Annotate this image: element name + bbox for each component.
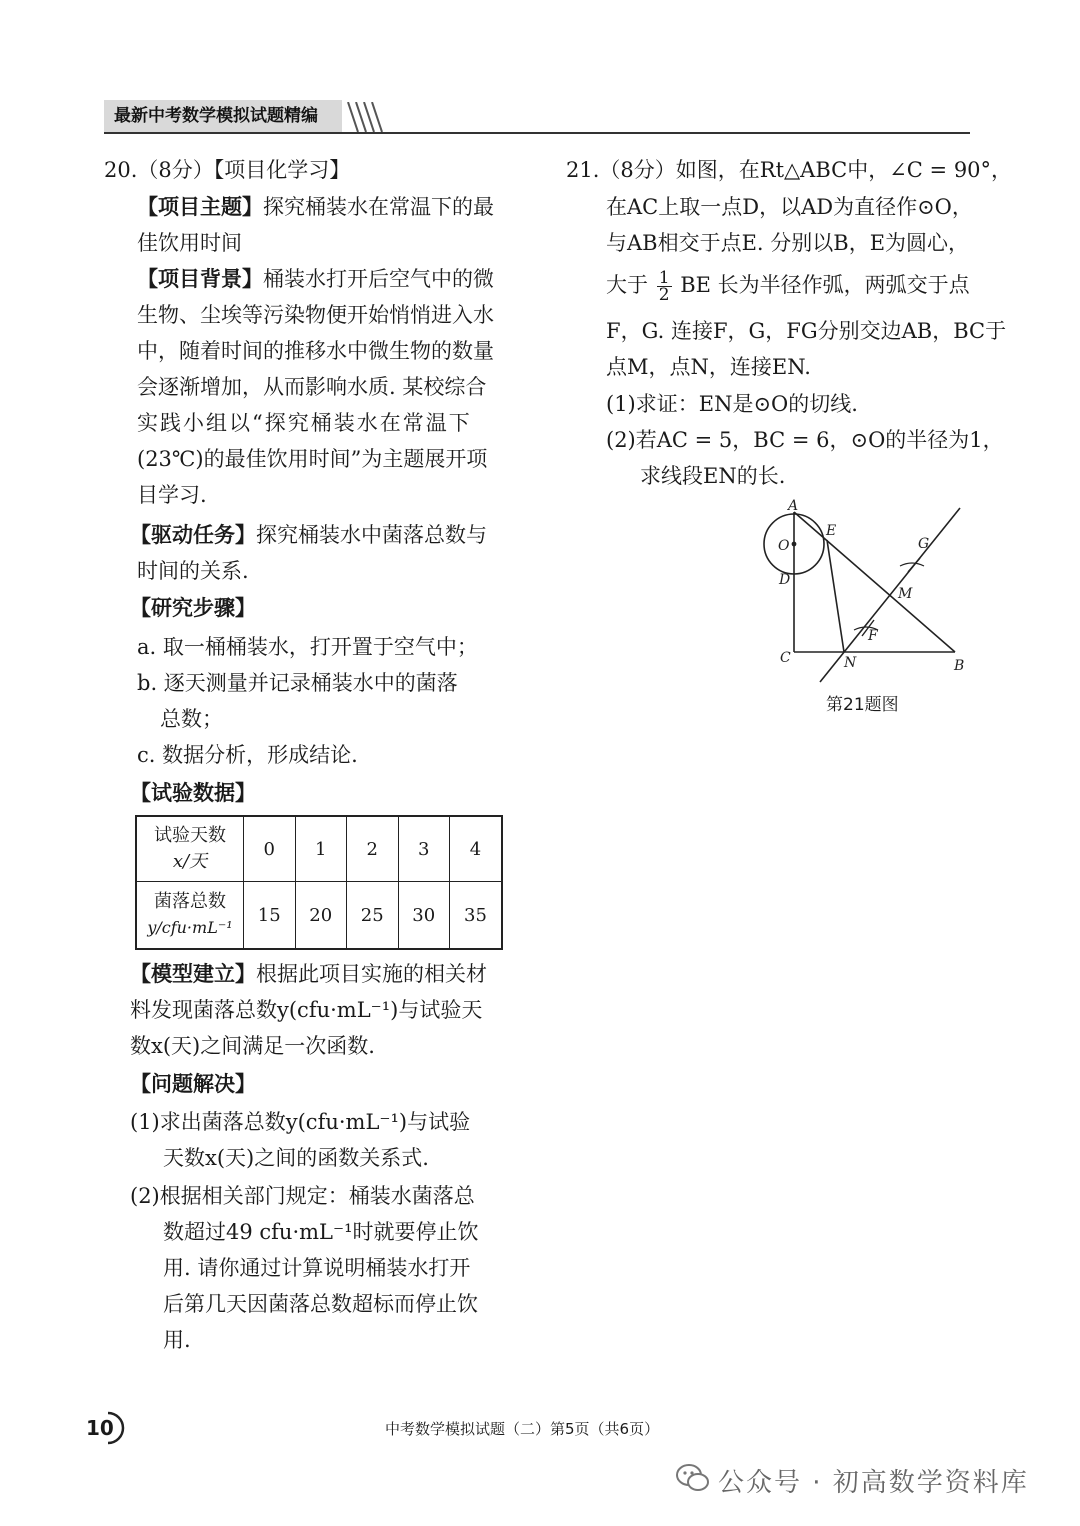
table-cell: 25 xyxy=(347,882,399,950)
table-row xyxy=(136,882,502,950)
q21-line: 与AB相交于点E. 分别以B，E为圆心， xyxy=(606,231,970,255)
section-text: 探究桶装水在常温下的最 xyxy=(263,195,494,219)
q21-title: 21.（8分）如图，在Rt△ABC中，∠C = 90°， xyxy=(566,158,1013,182)
section-label: 【研究步骤】 xyxy=(130,596,256,620)
q21-line: 在AC上取一点D，以AD为直径作⊙O， xyxy=(606,195,973,219)
label-m: M xyxy=(898,586,913,602)
label-n: N xyxy=(844,655,857,671)
table-header-cell xyxy=(136,816,244,882)
q21-line: F，G. 连接F，G，FG分别交边AB，BC于 xyxy=(606,319,1007,343)
section-label: 【问题解决】 xyxy=(130,1072,256,1096)
section-text: 根据此项目实施的相关材 xyxy=(256,962,487,986)
q20-section-heading xyxy=(130,594,256,622)
perpendicular-bisector-fg xyxy=(820,508,960,682)
q21-subquestion: (2)若AC = 5，BC = 6，⊙O的半径为1， xyxy=(606,428,1004,452)
q20-step: a. 取一桶桶装水，打开置于空气中； xyxy=(137,635,478,659)
q21-subquestion: (1)求证：EN是⊙O的切线. xyxy=(606,392,858,416)
label-g: G xyxy=(918,536,930,552)
arc-mark-g xyxy=(908,558,920,572)
section-label: 【驱动任务】 xyxy=(130,523,256,547)
table-row xyxy=(136,816,502,882)
center-o-dot xyxy=(792,542,797,547)
section-text: 桶装水打开后空气中的微 xyxy=(263,267,494,291)
section-label: 【模型建立】 xyxy=(130,962,256,986)
watermark-text: 公众号 · 初高数学资料库 xyxy=(718,1468,1029,1498)
q20-line: 数x(天)之间满足一次函数. xyxy=(130,1034,375,1058)
segment-en xyxy=(827,540,844,652)
q21-text: 大于 xyxy=(606,273,648,297)
q20-subquestion: (1)求出菌落总数y(cfu·mL⁻¹)与试验 xyxy=(130,1110,471,1134)
q20-line xyxy=(137,265,494,293)
q20-title: 20.（8分）【项目化学习】 xyxy=(104,158,351,182)
fraction-denominator: 2 xyxy=(658,285,670,305)
q20-line: (23℃)的最佳饮用时间”为主题展开项 xyxy=(137,447,488,471)
q20-line: 用. 请你通过计算说明桶装水打开 xyxy=(163,1256,471,1280)
section-text: 探究桶装水中菌落总数与 xyxy=(256,523,487,547)
q20-line xyxy=(137,193,494,221)
label-e: E xyxy=(826,523,837,539)
table-cell: 0 xyxy=(244,816,296,882)
q20-line: 数超过49 cfu·mL⁻¹时就要停止饮 xyxy=(163,1220,479,1244)
table-cell: 35 xyxy=(450,882,503,950)
q21-line: 点M，点N，连接EN. xyxy=(606,355,811,379)
table-cell: 20 xyxy=(295,882,347,950)
q20-line: 料发现菌落总数y(cfu·mL⁻¹)与试验天 xyxy=(130,998,483,1022)
table-header-cell xyxy=(136,882,244,950)
label-c: C xyxy=(780,650,791,666)
table-cell: 3 xyxy=(398,816,450,882)
q21-line: 求线段EN的长. xyxy=(640,464,786,488)
row-label: 菌落总数 xyxy=(154,891,226,912)
q20-step: b. 逐天测量并记录桶装水中的菌落 xyxy=(137,671,458,695)
q20-line: 中，随着时间的推移水中微生物的数量 xyxy=(137,339,494,363)
table-cell: 15 xyxy=(244,882,296,950)
q20-subquestion: (2)根据相关部门规定：桶装水菌落总 xyxy=(130,1184,475,1208)
label-d: D xyxy=(779,572,791,588)
data-table xyxy=(135,815,503,950)
page-number-text: 10 xyxy=(86,1416,114,1440)
footer-caption: 中考数学模拟试题（二）第5页（共6页） xyxy=(385,1420,660,1438)
q20-line: 目学习. xyxy=(137,483,207,507)
header-rule xyxy=(104,132,970,134)
label-o: O xyxy=(778,538,790,554)
table-cell: 2 xyxy=(347,816,399,882)
q21-text: BE 长为半径作弧，两弧交于点 xyxy=(680,273,970,297)
book-title-banner: 最新中考数学模拟试题精编 xyxy=(104,100,342,132)
row-unit: x/天 xyxy=(172,851,208,872)
q20-line: 后第几天因菌落总数超标而停止饮 xyxy=(163,1292,478,1316)
q20-line: 会逐渐增加，从而影响水质. 某校综合 xyxy=(137,375,487,399)
table-cell: 1 xyxy=(295,816,347,882)
section-label: 【试验数据】 xyxy=(130,781,256,805)
q21-line xyxy=(606,270,970,303)
q20-step: 总数； xyxy=(160,707,223,731)
fraction-numerator: 1 xyxy=(658,268,670,288)
q20-step: c. 数据分析，形成结论. xyxy=(137,743,358,767)
wechat-icon xyxy=(676,1463,710,1493)
q20-line: 生物、尘埃等污染物便开始悄悄进入水 xyxy=(137,303,494,327)
q20-line: 实践小组以“探究桶装水在常温下 xyxy=(137,411,472,435)
q20-line: 用. xyxy=(163,1328,191,1352)
q20-line: 佳饮用时间 xyxy=(137,231,242,255)
figure-caption: 第21题图 xyxy=(826,695,899,715)
q20-line xyxy=(130,960,487,988)
label-b: B xyxy=(954,658,965,674)
q20-line: 天数x(天)之间的函数关系式. xyxy=(163,1146,429,1170)
row-unit: y/cfu·mL⁻¹ xyxy=(147,918,233,937)
table-cell: 30 xyxy=(398,882,450,950)
banner-hatch-decoration xyxy=(346,102,390,132)
section-label: 【项目背景】 xyxy=(137,267,263,291)
row-label: 试验天数 xyxy=(154,825,226,846)
geometry-figure xyxy=(760,495,975,685)
q20-section-heading xyxy=(130,1070,256,1098)
table-cell: 4 xyxy=(450,816,503,882)
page-number xyxy=(84,1410,128,1444)
label-f: F xyxy=(868,628,878,644)
q20-line xyxy=(130,521,487,549)
section-label: 【项目主题】 xyxy=(137,195,263,219)
label-a: A xyxy=(788,498,799,514)
fraction-one-half xyxy=(657,270,672,303)
q20-line: 时间的关系. xyxy=(137,559,249,583)
q20-section-heading xyxy=(130,779,256,807)
